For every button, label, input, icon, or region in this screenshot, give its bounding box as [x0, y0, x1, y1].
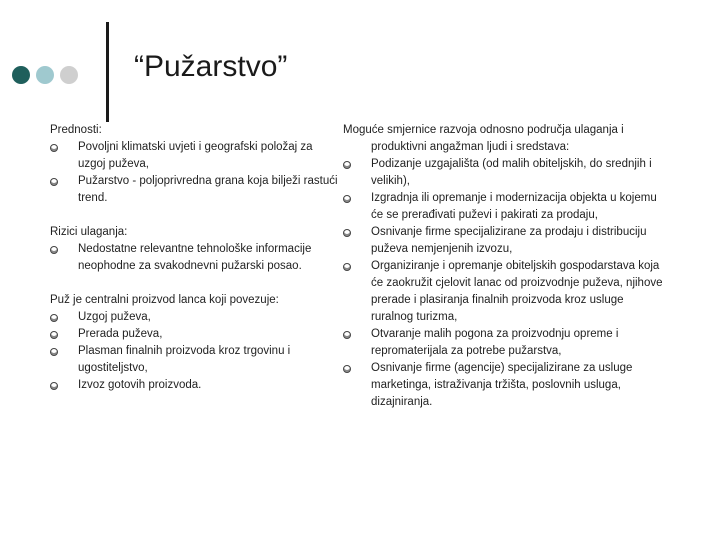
- bullet-icon: [343, 331, 351, 339]
- list-item: Izvoz gotovih proizvoda.: [50, 377, 340, 394]
- dot-light-gray: [60, 66, 78, 84]
- bullet-icon: [343, 161, 351, 169]
- dot-light-blue: [36, 66, 54, 84]
- bullet-list: [50, 309, 340, 394]
- list-item: Izgradnja ili opremanje i modernizacija objekta u kojemu će se prerađivati puževi i pakirati za prodaju,: [343, 190, 663, 224]
- list-item: Osnivanje firme specijalizirane za prodaju i distribuciju puževa nemjenjenih izvozu,: [343, 224, 663, 258]
- list-item: Otvaranje malih pogona za proizvodnju opreme i repromaterijala za potrebe pužarstva,: [343, 326, 663, 360]
- list-item: Prerada puževa,: [50, 326, 340, 343]
- heading-line-2: produktivni angažman ljudi i sredstava:: [371, 141, 570, 153]
- bullet-icon: [50, 178, 58, 186]
- bullet-icon: [343, 263, 351, 271]
- list-item: Nedostatne relevantne tehnološke informacije neophodne za svakodnevni pužarski posao.: [50, 241, 340, 275]
- section-heading: Rizici ulaganja:: [50, 226, 128, 238]
- list-item: Organiziranje i opremanje obiteljskih gospodarstava koja će zaokružit cjelovit lanac od proizvodnje puževa, njihove prerade i plasiranja finalnih proizvoda kroz usluge ruralnog turizma,: [343, 258, 663, 326]
- bullet-icon: [50, 348, 58, 356]
- list-item: Plasman finalnih proizvoda kroz trgovinu i ugostiteljstvo,: [50, 343, 340, 377]
- bullet-icon: [50, 314, 58, 322]
- list-item: Uzgoj puževa,: [50, 309, 340, 326]
- bullet-icon: [50, 331, 58, 339]
- slide-title: “Pužarstvo”: [134, 50, 288, 83]
- bullet-icon: [50, 246, 58, 254]
- section-advantages: [50, 122, 340, 207]
- heading-line-1: Moguće smjernice razvoja odnosno područja ulaganja i: [343, 124, 624, 136]
- decorative-dots: [12, 66, 78, 84]
- bullet-list: [343, 156, 663, 411]
- bullet-icon: [343, 195, 351, 203]
- section-heading: Puž je centralni proizvod lanca koji povezuje:: [50, 294, 279, 306]
- bullet-list: [50, 139, 340, 207]
- bullet-icon: [343, 365, 351, 373]
- list-item: Povoljni klimatski uvjeti i geografski položaj za uzgoj puževa,: [50, 139, 340, 173]
- list-item: Pužarstvo - poljoprivredna grana koja bilježi rastući trend.: [50, 173, 340, 207]
- bullet-icon: [343, 229, 351, 237]
- section-heading: [343, 122, 663, 156]
- bullet-list: [50, 241, 340, 275]
- list-item: Podizanje uzgajališta (od malih obiteljskih, do srednjih i velikih),: [343, 156, 663, 190]
- section-risks: [50, 224, 340, 275]
- bullet-icon: [50, 382, 58, 390]
- title-divider-line: [106, 22, 109, 122]
- right-column: [343, 122, 663, 411]
- left-column: [50, 122, 340, 411]
- bullet-icon: [50, 144, 58, 152]
- list-item: Osnivanje firme (agencije) specijalizirane za usluge marketinga, istraživanja tržišta, poslovnih usluga, dizajniranja.: [343, 360, 663, 411]
- section-heading: Prednosti:: [50, 124, 102, 136]
- section-value-chain: [50, 292, 340, 394]
- dot-dark-teal: [12, 66, 30, 84]
